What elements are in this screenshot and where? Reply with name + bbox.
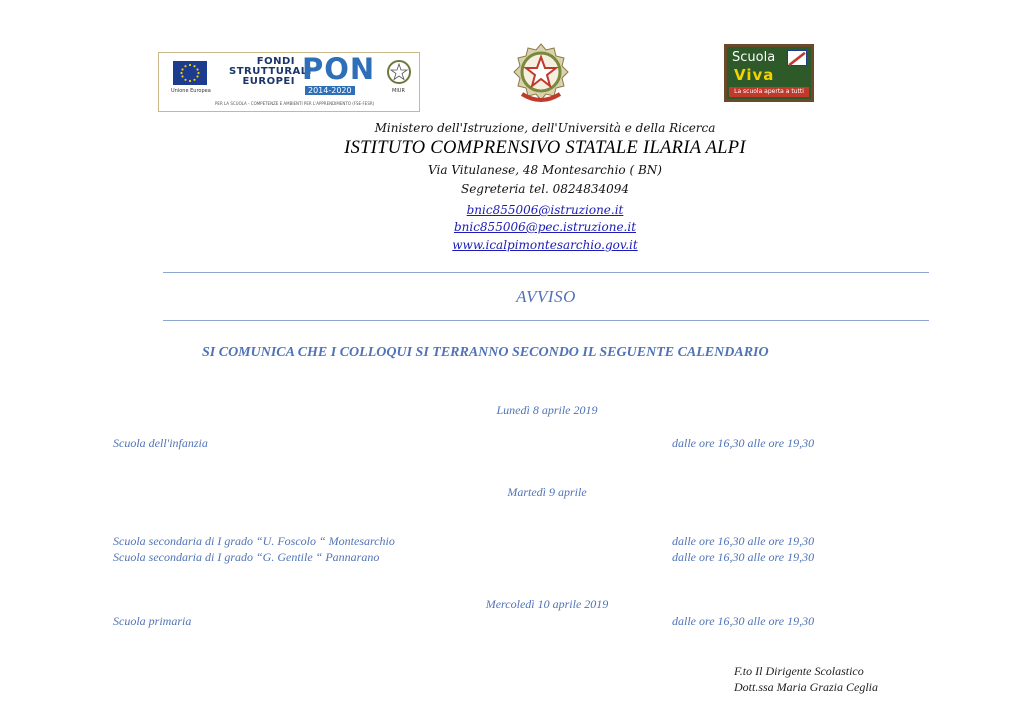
school-hours: dalle ore 16,30 alle ore 19,30	[672, 550, 815, 564]
divider-top	[163, 272, 929, 273]
pon-logo	[158, 52, 420, 112]
avviso-title: AVVISO	[516, 287, 576, 306]
pon-word: PON	[302, 52, 376, 86]
italian-republic-emblem-icon	[510, 40, 572, 106]
divider-bottom	[163, 320, 929, 321]
calendar-day: Lunedì 8 aprile 2019	[496, 403, 598, 417]
school-hours: dalle ore 16,30 alle ore 19,30	[672, 436, 815, 450]
miur-emblem-icon	[386, 59, 412, 87]
calendar-day: Martedì 9 aprile	[507, 485, 587, 499]
signature-title: F.to Il Dirigente Scolastico	[734, 664, 864, 678]
campania-flag-icon	[787, 50, 807, 66]
pon-years: 2014-2020	[305, 86, 355, 95]
email-link[interactable]: bnic855006@istruzione.it	[466, 203, 624, 217]
school-name: Scuola secondaria di I grado “G. Gentile “ Pannarano	[113, 550, 380, 564]
fondi-line: EUROPEI	[242, 76, 295, 87]
istituto-name: ISTITUTO COMPRENSIVO STATALE ILARIA ALPI	[344, 138, 746, 158]
phone-line: Segreteria tel. 0824834094	[460, 182, 630, 196]
fondi-line: FONDI	[256, 56, 295, 67]
scuola-viva-word-viva: Viva	[734, 66, 775, 84]
calendar-day: Mercoledì 10 aprile 2019	[485, 597, 609, 611]
scuola-viva-logo	[724, 44, 814, 102]
scuola-viva-word: Scuola	[732, 50, 776, 65]
signature-name: Dott.ssa Maria Grazia Ceglia	[734, 680, 879, 694]
pec-row	[0, 216, 1024, 235]
miur-caption: MIUR	[392, 88, 405, 94]
ministero-line: Ministero dell'Istruzione, dell'Università e della Ricerca	[374, 121, 716, 135]
fondi-line: STRUTTURALI	[229, 66, 312, 77]
website-link[interactable]: www.icalpimontesarchio.gov.it	[452, 238, 638, 252]
address-line: Via Vitulanese, 48 Montesarchio ( BN)	[428, 163, 662, 177]
announcement-text: SI COMUNICA CHE I COLLOQUI SI TERRANNO SECONDO IL SEGUENTE CALENDARIO	[202, 345, 769, 360]
eu-caption: Unione Europea	[171, 88, 211, 94]
school-hours: dalle ore 16,30 alle ore 19,30	[672, 534, 815, 548]
website-row	[0, 234, 1024, 253]
fondi-strutturali-text	[229, 56, 312, 87]
school-hours: dalle ore 16,30 alle ore 19,30	[672, 614, 815, 628]
pon-strip-text: PER LA SCUOLA - COMPETENZE E AMBIENTI PER L'APPRENDIMENTO (FSE-FESR)	[215, 101, 375, 106]
school-name: Scuola dell'infanzia	[113, 436, 208, 450]
scuola-viva-tagline: La scuola aperta a tutti	[729, 87, 809, 97]
school-name: Scuola primaria	[113, 614, 192, 628]
pec-link[interactable]: bnic855006@pec.istruzione.it	[453, 220, 637, 234]
school-name: Scuola secondaria di I grado “U. Foscolo “ Montesarchio	[113, 534, 395, 548]
eu-flag-icon	[173, 61, 207, 85]
